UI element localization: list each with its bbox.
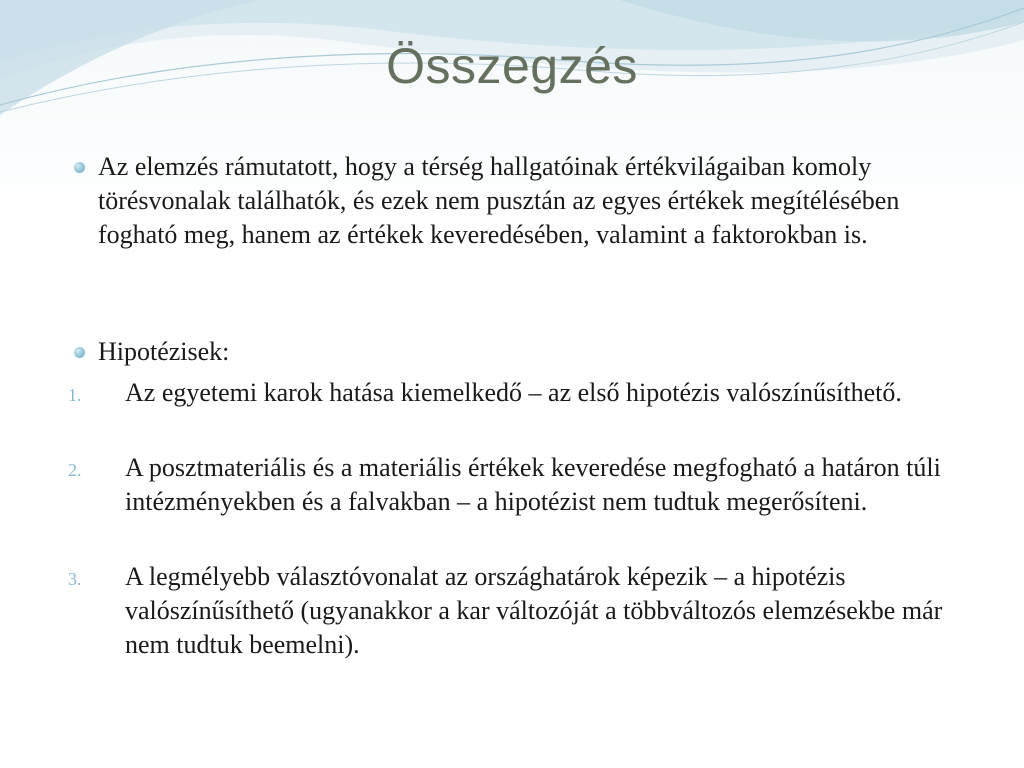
item-text: A legmélyebb választóvonalat az országhatárok képezik – a hipotézis valószínűsíthető (ugyanakkor a kar változóját a többváltozós elemzésekbe már nem tudtuk beemelni). — [125, 562, 943, 659]
item-number: 2. — [68, 460, 82, 480]
bullet-summary-text: Az elemzés rámutatott, hogy a térség hallgatóinak értékvilágaiban komoly törésvonalak találhatók, és ezek nem pusztán az egyes értékek megítélésében fogható meg, hanem az értékek keveredésében, valamint a faktorokban is. — [98, 152, 900, 249]
bullet-summary — [98, 150, 978, 252]
item-text: A posztmateriális és a materiális értékek keveredése megfogható a határon túli intézményekben és a falvakban – a hipotézist nem tudtuk megerősíteni. — [125, 453, 941, 516]
item-number: 3. — [68, 569, 82, 589]
bullet-hypotheses — [98, 335, 978, 369]
item-number: 1. — [68, 385, 82, 405]
numbered-item-2 — [68, 451, 965, 519]
numbered-item-3 — [68, 560, 965, 662]
numbered-item-1 — [68, 376, 965, 410]
bullet-dot-icon — [74, 162, 85, 173]
slide-title: Összegzés — [386, 38, 638, 94]
bullet-dot-icon — [74, 347, 85, 358]
item-text: Az egyetemi karok hatása kiemelkedő – az első hipotézis valószínűsíthető. — [125, 378, 902, 407]
bullet-hypotheses-text: Hipotézisek: — [98, 337, 230, 366]
